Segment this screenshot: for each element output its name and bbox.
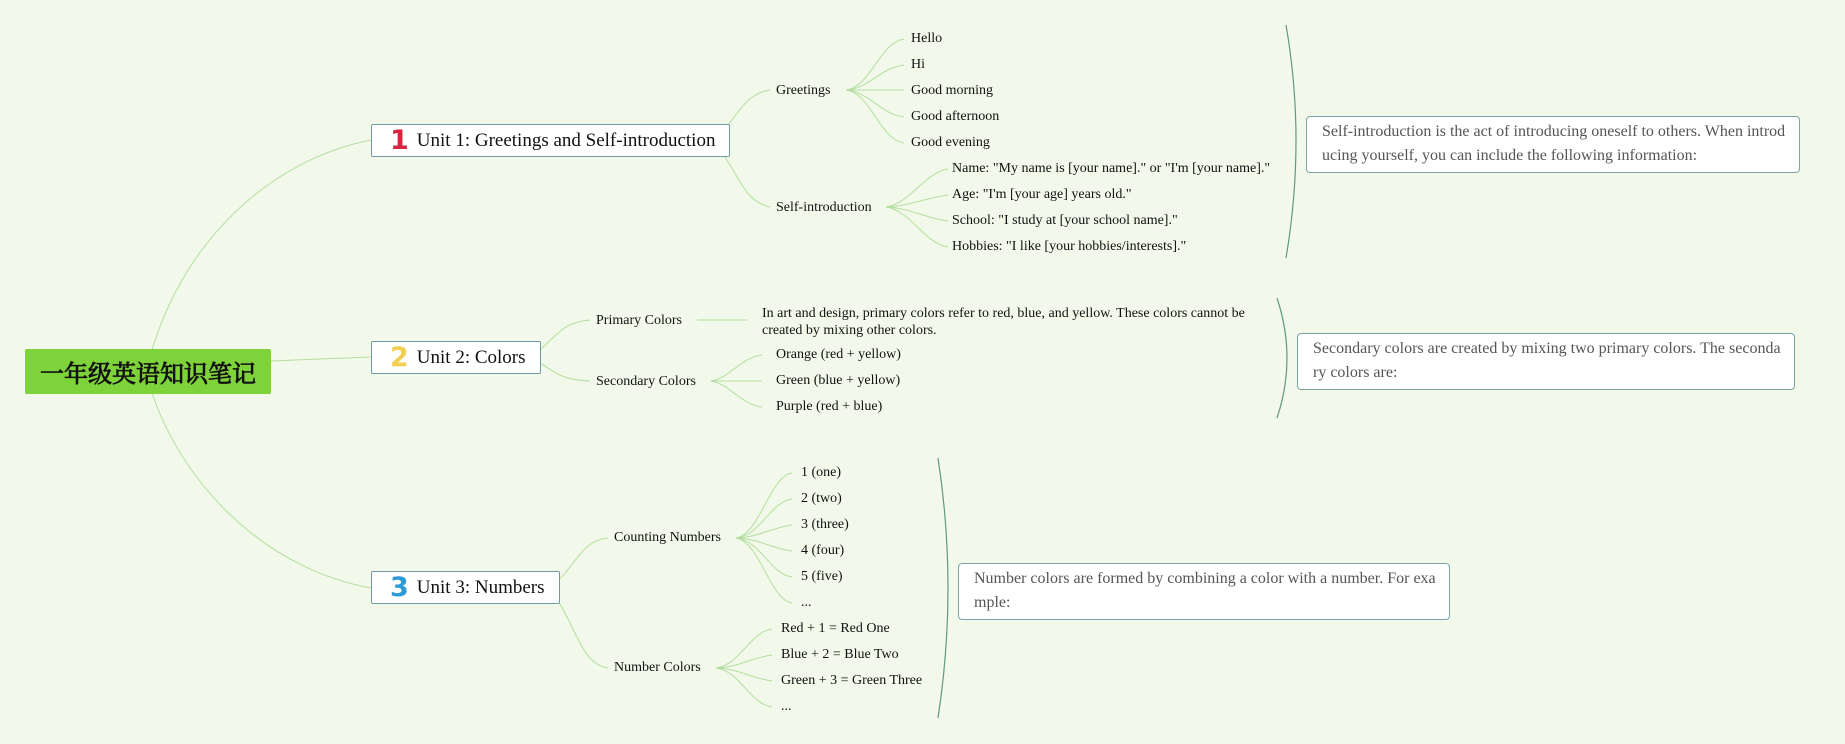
list-item[interactable]: 3 (three) (801, 517, 849, 532)
number-3-icon: 3 (390, 572, 409, 603)
list-item[interactable]: Good morning (911, 83, 994, 98)
primary-colors-description[interactable]: In art and design, primary colors refer to red, blue, and yellow. These colors cannot be created by mixing other colors. (762, 306, 1245, 338)
root-topic[interactable] (25, 349, 271, 394)
list-item[interactable]: ... (781, 699, 792, 714)
summary-unit-3-text: Number colors are formed by combining a color with a number. For example: (974, 570, 1436, 611)
list-item[interactable]: Green + 3 = Green Three (781, 673, 923, 688)
list-item[interactable]: Purple (red + blue) (776, 399, 883, 414)
number-2-icon: 2 (390, 342, 409, 373)
topic-greetings[interactable]: Greetings (776, 83, 831, 98)
list-item[interactable]: 2 (two) (801, 491, 842, 506)
list-item[interactable]: Good evening (911, 135, 990, 150)
unit-2-node[interactable] (371, 341, 541, 374)
connector-number-colors-leaves (716, 629, 772, 707)
list-item[interactable]: 1 (one) (801, 465, 842, 480)
topic-counting-numbers[interactable]: Counting Numbers (614, 530, 721, 545)
unit-1-title: Unit 1: Greetings and Self-introduction (416, 129, 716, 151)
list-item[interactable]: ... (801, 595, 812, 610)
summary-brace-unit2 (1277, 298, 1287, 418)
connector-self-intro-leaves (886, 169, 948, 247)
root-title: 一年级英语知识笔记 (40, 360, 256, 388)
list-item[interactable]: 5 (five) (801, 569, 843, 584)
unit-1-node[interactable] (371, 124, 730, 157)
list-item[interactable]: Good afternoon (911, 109, 1000, 124)
connector-secondary-leaves (711, 355, 762, 407)
connector-greetings-leaves (846, 39, 904, 143)
list-item[interactable]: 4 (four) (801, 543, 845, 558)
list-item[interactable]: Orange (red + yellow) (776, 347, 901, 362)
summary-unit-3[interactable] (958, 563, 1450, 620)
list-item[interactable]: Blue + 2 = Blue Two (781, 647, 899, 662)
list-item[interactable]: Age: "I'm [your age] years old." (952, 187, 1132, 202)
list-item[interactable]: Red + 1 = Red One (781, 621, 890, 636)
list-item[interactable]: School: "I study at [your school name]." (952, 213, 1178, 228)
connector-root-unit1 (152, 140, 371, 350)
connector-counting-leaves (736, 473, 792, 603)
summary-unit-2[interactable] (1297, 333, 1795, 390)
summary-brace-unit3 (938, 458, 948, 718)
list-item[interactable]: Name: "My name is [your name]." or "I'm [your name]." (952, 161, 1271, 176)
list-item[interactable]: Hobbies: "I like [your hobbies/interests]." (952, 239, 1187, 254)
connector-root-unit2 (271, 357, 371, 361)
unit-3-node[interactable] (371, 571, 560, 604)
topic-primary-colors[interactable]: Primary Colors (596, 313, 682, 328)
summary-unit-1[interactable] (1306, 116, 1800, 173)
topic-secondary-colors[interactable]: Secondary Colors (596, 374, 696, 389)
connector-root-unit3 (152, 393, 371, 588)
list-item[interactable]: Green (blue + yellow) (776, 373, 901, 388)
list-item[interactable]: Hello (911, 31, 943, 46)
unit-2-title: Unit 2: Colors (416, 346, 526, 368)
list-item[interactable]: Hi (911, 57, 925, 72)
topic-number-colors[interactable]: Number Colors (614, 660, 701, 675)
summary-unit-1-text: Self-introduction is the act of introducing oneself to others. When introducing yourself, you can include the following information: (1322, 123, 1786, 164)
summary-unit-2-text: Secondary colors are created by mixing two primary colors. The secondary colors are: (1313, 340, 1781, 381)
number-1-icon: 1 (390, 125, 409, 156)
unit-3-title: Unit 3: Numbers (416, 576, 545, 598)
summary-brace-unit1 (1286, 25, 1296, 258)
topic-self-introduction[interactable]: Self-introduction (776, 200, 872, 215)
